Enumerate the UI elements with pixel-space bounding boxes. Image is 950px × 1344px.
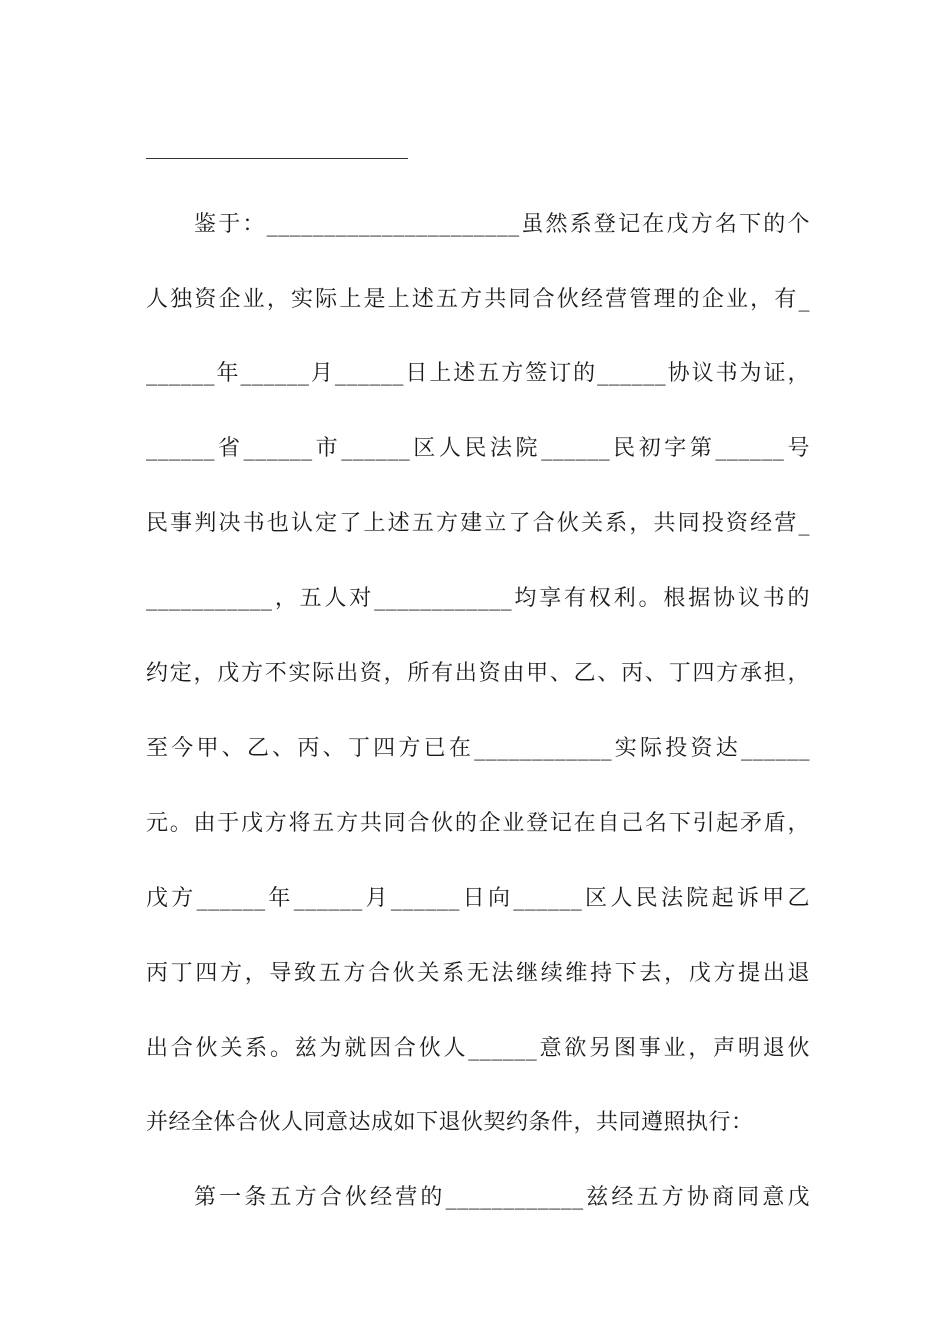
- paragraph-line: 戊方______年______月______日向______区人民法院起诉甲乙: [146, 886, 810, 911]
- paragraph-line: 人独资企业，实际上是上述五方共同合伙经营管理的企业，有_: [146, 287, 810, 312]
- paragraph-line: ______省______市______区人民法院______民初字第______号: [146, 436, 810, 461]
- paragraph-line: 鉴于：______________________虽然系登记在戊方名下的个: [194, 212, 810, 237]
- paragraph-line: 并经全体合伙人同意达成如下退伙契约条件，共同遵照执行：: [146, 1110, 754, 1135]
- paragraph-line: 至今甲、乙、丙、丁四方已在____________实际投资达______: [146, 736, 810, 761]
- top-blank-line: [146, 158, 408, 159]
- paragraph-line: ______年______月______日上述五方签订的______协议书为证，: [146, 361, 810, 386]
- paragraph-line: 丙丁四方，导致五方合伙关系无法继续维持下去，戊方提出退: [146, 961, 810, 986]
- paragraph-line: 民事判决书也认定了上述五方建立了合伙关系，共同投资经营_: [146, 511, 810, 536]
- paragraph-line: 出合伙关系。兹为就因合伙人______意欲另图事业，声明退伙: [146, 1036, 810, 1061]
- paragraph-line: 元。由于戊方将五方共同合伙的企业登记在自己名下引起矛盾，: [146, 811, 810, 836]
- article-line: 第一条五方合伙经营的____________兹经五方协商同意戊: [194, 1185, 810, 1210]
- paragraph-line: 约定，戊方不实际出资，所有出资由甲、乙、丙、丁四方承担，: [146, 661, 810, 686]
- paragraph-line: ___________，五人对____________均享有权利。根据协议书的: [146, 586, 810, 611]
